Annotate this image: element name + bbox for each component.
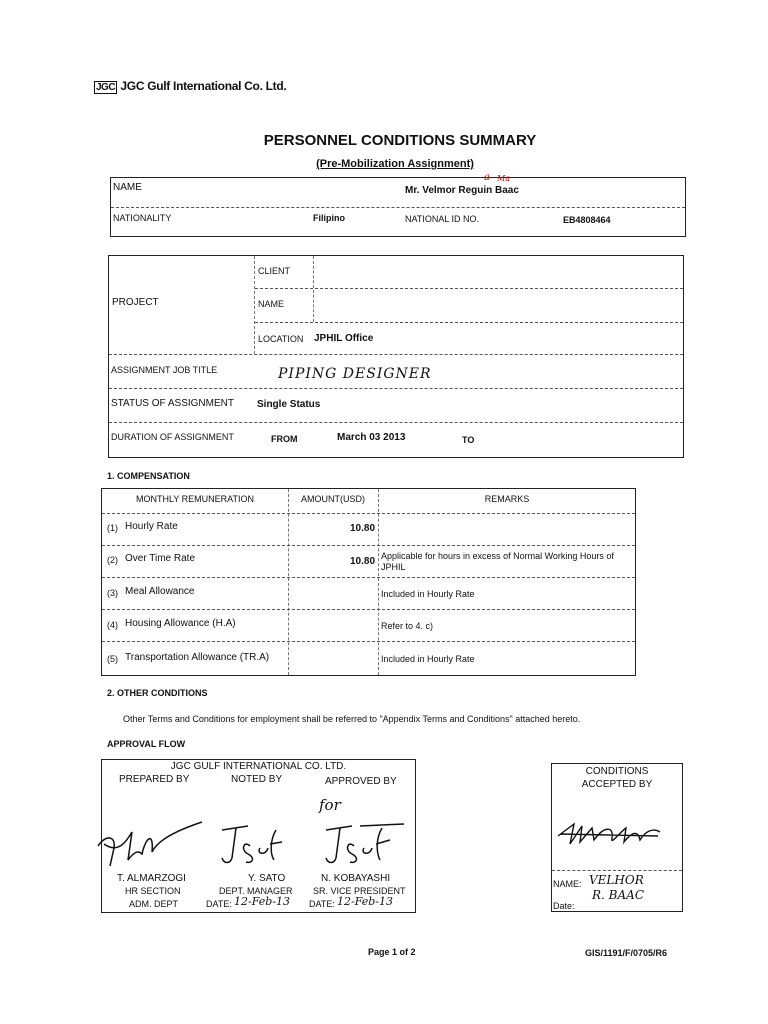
page-subtitle: (Pre-Mobilization Assignment): [316, 158, 474, 170]
name-label: NAME: [113, 182, 142, 193]
national-id-value: EB4808464: [563, 215, 611, 225]
row-number: (5): [107, 654, 118, 664]
project-box: [108, 255, 684, 458]
row-divider: [255, 288, 683, 289]
signature-line: [552, 870, 682, 871]
row-label: Hourly Rate: [125, 521, 178, 532]
company-logo: [94, 79, 286, 94]
status-label: STATUS OF ASSIGNMENT: [111, 398, 234, 409]
row-divider: [109, 354, 683, 355]
noted-date: 12-Feb-13: [234, 895, 291, 908]
row-divider: [102, 609, 635, 610]
approval-company: JGC GULF INTERNATIONAL CO. LTD.: [170, 761, 347, 772]
other-conditions-text: Other Terms and Conditions for employment shall be referred to "Appendix Terms and Conditions" attached hereto.: [123, 714, 581, 724]
page-title: PERSONNEL CONDITIONS SUMMARY: [263, 132, 537, 149]
row-divider: [109, 388, 683, 389]
row-divider: [102, 545, 635, 546]
row-remarks: Included in Hourly Rate: [381, 589, 475, 599]
nationality-value: Filipino: [313, 213, 345, 223]
col-header-remarks: REMARKS: [484, 494, 530, 504]
row-divider: [111, 207, 685, 208]
location-label: LOCATION: [258, 334, 304, 344]
approved-date: 12-Feb-13: [337, 895, 394, 908]
nationality-label: NATIONALITY: [113, 213, 172, 223]
document-code: GIS/1191/F/0705/R6: [585, 948, 668, 958]
prepared-dept: HR SECTION: [125, 886, 181, 896]
acceptance-name-value: R. BAAC: [592, 888, 644, 902]
row-number: (3): [107, 588, 118, 598]
row-remarks: Included in Hourly Rate: [381, 654, 475, 664]
noted-name: Y. SATO: [248, 873, 286, 884]
row-number: (4): [107, 620, 118, 630]
acceptance-date-label: Date:: [553, 901, 575, 911]
col-header-amount: AMOUNT(USD): [301, 494, 365, 504]
approved-date-label: DATE:: [309, 899, 335, 909]
approved-by-label: APPROVED BY: [325, 776, 397, 787]
row-label: Housing Allowance (H.A): [125, 618, 236, 629]
column-divider: [313, 256, 314, 322]
column-divider: [254, 256, 255, 354]
row-amount: 10.80: [350, 523, 376, 534]
name-value: Mr. Velmor Reguin Baac: [405, 185, 519, 196]
row-label: Transportation Allowance (TR.A): [125, 652, 270, 663]
row-remarks: Applicable for hours in excess of Normal Working Hours of JPHIL: [381, 551, 614, 572]
compensation-heading: 1. COMPENSATION: [107, 471, 190, 481]
row-number: (1): [107, 523, 118, 533]
from-value: March 03 2013: [337, 432, 406, 443]
national-id-label: NATIONAL ID NO.: [405, 214, 480, 224]
company-logo-mark: JGC: [96, 82, 116, 93]
row-remarks: Refer to 4. c): [381, 621, 434, 631]
row-amount: 10.80: [350, 556, 376, 567]
project-name-label: NAME: [258, 299, 285, 309]
noted-signature: [218, 820, 298, 868]
status-value: Single Status: [257, 399, 321, 410]
name-correction-note: Ma: [497, 174, 510, 183]
job-title-label: ASSIGNMENT JOB TITLE: [111, 365, 218, 375]
row-label: Over Time Rate: [125, 553, 196, 564]
from-label: FROM: [271, 434, 298, 444]
name-correction: a: [484, 172, 490, 183]
prepared-signature: [94, 814, 214, 874]
noted-title: DEPT. MANAGER: [219, 886, 293, 896]
approved-title: SR. VICE PRESIDENT: [313, 886, 406, 896]
prepared-dept: ADM. DEPT: [129, 899, 179, 909]
job-title-value: PIPING DESIGNER: [278, 366, 432, 382]
for-note: for: [319, 796, 341, 814]
row-number: (2): [107, 555, 118, 565]
row-label: Meal Allowance: [125, 586, 195, 597]
acceptance-signature: [554, 818, 664, 850]
prepared-name: T. ALMARZOGI: [117, 873, 186, 884]
acceptance-title: CONDITIONS: [585, 766, 649, 777]
column-divider: [378, 489, 379, 675]
page-number: Page 1 of 2: [368, 947, 416, 957]
row-divider: [109, 422, 683, 423]
location-value: JPHIL Office: [314, 333, 374, 344]
company-name: JGC Gulf International Co. Ltd.: [120, 79, 287, 93]
approved-name: N. KOBAYASHI: [321, 873, 391, 884]
prepared-by-label: PREPARED BY: [119, 774, 190, 785]
compensation-table: [101, 488, 636, 676]
to-label: TO: [462, 435, 475, 445]
project-label: PROJECT: [112, 297, 159, 308]
other-conditions-heading: 2. OTHER CONDITIONS: [107, 688, 208, 698]
approval-flow-heading: APPROVAL FLOW: [107, 739, 186, 749]
client-label: CLIENT: [258, 266, 291, 276]
noted-date-label: DATE:: [206, 899, 232, 909]
acceptance-title: ACCEPTED BY: [581, 779, 653, 790]
row-divider: [102, 513, 635, 514]
col-header-remuneration: MONTHLY REMUNERATION: [135, 494, 254, 504]
acceptance-name-label: NAME:: [553, 879, 582, 889]
acceptance-name-value: VELHOR: [589, 873, 644, 887]
row-divider: [102, 641, 635, 642]
row-divider: [102, 577, 635, 578]
noted-by-label: NOTED BY: [231, 774, 283, 785]
duration-label: DURATION OF ASSIGNMENT: [111, 432, 234, 442]
row-divider: [255, 322, 683, 323]
approved-signature: [320, 818, 410, 868]
column-divider: [288, 489, 289, 675]
